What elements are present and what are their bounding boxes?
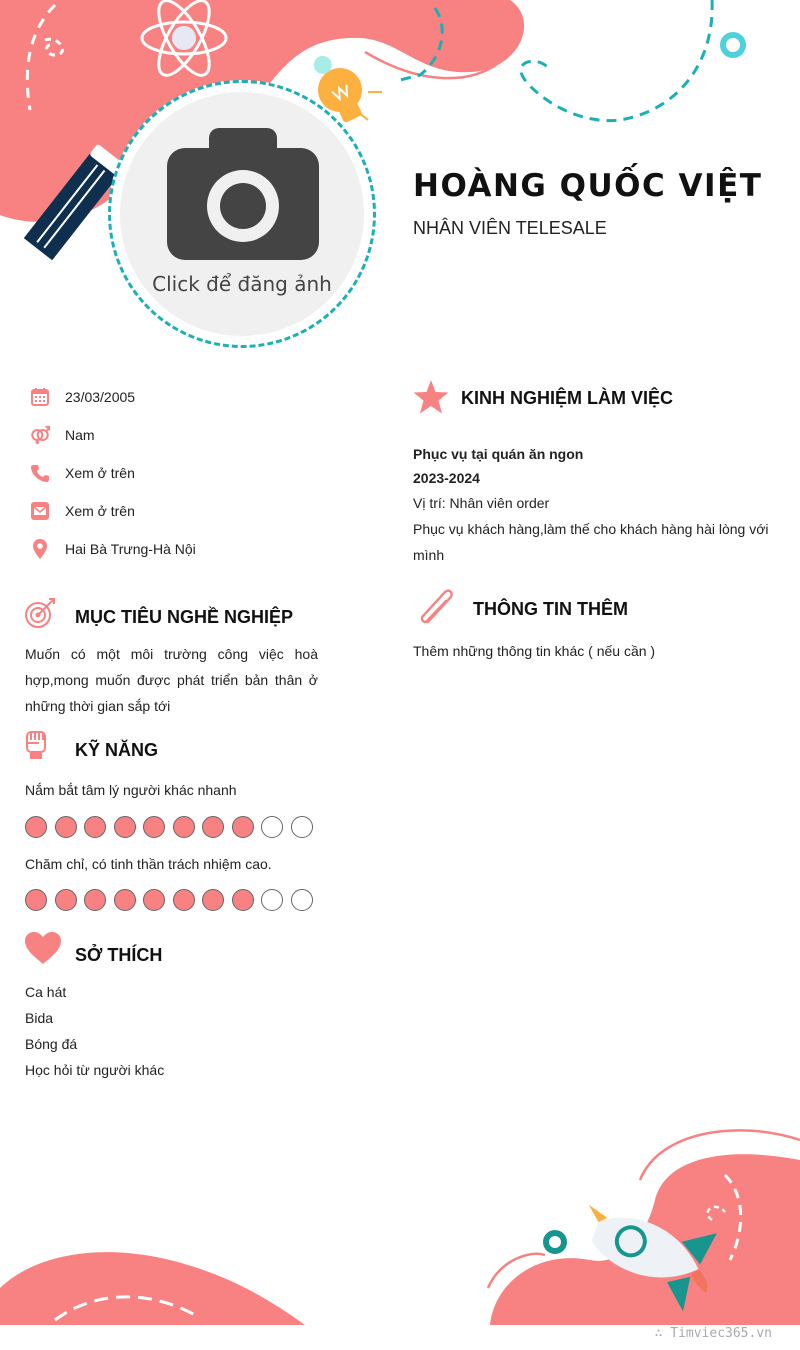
rating-dot-filled <box>55 889 77 911</box>
rating-dot-filled <box>143 889 165 911</box>
rating-dot-filled <box>232 816 254 838</box>
phone-icon <box>30 463 50 483</box>
contact-email <box>30 499 135 523</box>
skills-title: KỸ NĂNG <box>75 740 159 760</box>
bottom-decoration <box>0 1120 800 1350</box>
rating-dot-filled <box>173 889 195 911</box>
rating-dot-filled <box>25 889 47 911</box>
hobby-item: Ca hát <box>25 984 67 1000</box>
gender-icon <box>30 425 50 445</box>
skill-name: Chăm chỉ, có tinh thần trách nhiệm cao. <box>25 856 272 872</box>
rating-dot-empty <box>291 889 313 911</box>
calendar-icon <box>30 387 50 407</box>
contact-value: Xem ở trên <box>65 465 135 481</box>
experience-title: KINH NGHIỆM LÀM VIỆC <box>461 388 674 408</box>
contact-birthday <box>30 385 136 409</box>
contact-value: Xem ở trên <box>65 503 135 519</box>
extra-title: THÔNG TIN THÊM <box>473 599 628 619</box>
watermark: ∴ Timviec365.vn <box>654 1326 772 1341</box>
rating-dot-filled <box>25 816 47 838</box>
contact-address <box>30 537 196 561</box>
rating-dot-empty <box>261 816 283 838</box>
paperclip-icon <box>416 588 458 628</box>
rating-dot-filled <box>232 889 254 911</box>
rating-dot-empty <box>291 816 313 838</box>
rating-dot-filled <box>173 816 195 838</box>
fist-icon <box>25 728 47 760</box>
rating-dot-empty <box>261 889 283 911</box>
location-icon <box>30 539 50 559</box>
rating-dot-filled <box>84 816 106 838</box>
experience-company: Phục vụ tại quán ăn ngon <box>413 446 584 462</box>
rating-dot-filled <box>114 816 136 838</box>
heart-icon <box>25 932 61 964</box>
rating-dot-filled <box>202 816 224 838</box>
experience-role: Vị trí: Nhân viên order <box>413 495 550 511</box>
contact-value: Nam <box>65 427 95 443</box>
skill-rating <box>25 816 313 838</box>
candidate-position: NHÂN VIÊN TELESALE <box>413 218 607 238</box>
hobbies-title: SỞ THÍCH <box>75 945 163 965</box>
star-icon <box>413 380 449 414</box>
contact-value: Hai Bà Trưng-Hà Nội <box>65 541 196 557</box>
experience-description: Phục vụ khách hàng,làm thế cho khách hàng hài lòng với mình <box>413 521 769 563</box>
skill-name: Nắm bắt tâm lý người khác nhanh <box>25 782 237 798</box>
rating-dot-filled <box>202 889 224 911</box>
rating-dot-filled <box>114 889 136 911</box>
email-icon <box>30 501 50 521</box>
candidate-name: HOÀNG QUỐC VIỆT <box>413 168 763 204</box>
rating-dot-filled <box>143 816 165 838</box>
avatar-label: Click để đăng ảnh <box>152 272 332 296</box>
hobby-item: Bida <box>25 1010 54 1026</box>
hobby-item: Học hỏi từ người khác <box>25 1062 165 1078</box>
contact-value: 23/03/2005 <box>65 389 136 405</box>
camera-icon <box>167 128 319 260</box>
hobby-item: Bóng đá <box>25 1036 78 1052</box>
objective-title: MỤC TIÊU NGHỀ NGHIỆP <box>75 607 294 627</box>
avatar-placeholder <box>120 92 364 336</box>
contact-gender <box>30 423 95 447</box>
extra-text: Thêm những thông tin khác ( nếu cần ) <box>413 643 656 659</box>
target-icon <box>24 597 58 629</box>
avatar-upload[interactable] <box>108 80 376 348</box>
experience-period: 2023-2024 <box>413 470 480 486</box>
contact-phone <box>30 461 135 485</box>
rating-dot-filled <box>84 889 106 911</box>
skill-rating <box>25 889 313 911</box>
objective-text: Muốn có một môi trường công việc hoà hợp,mong muốn được phát triển bản thân ở những thời gian sắp tới <box>25 646 318 714</box>
rating-dot-filled <box>55 816 77 838</box>
